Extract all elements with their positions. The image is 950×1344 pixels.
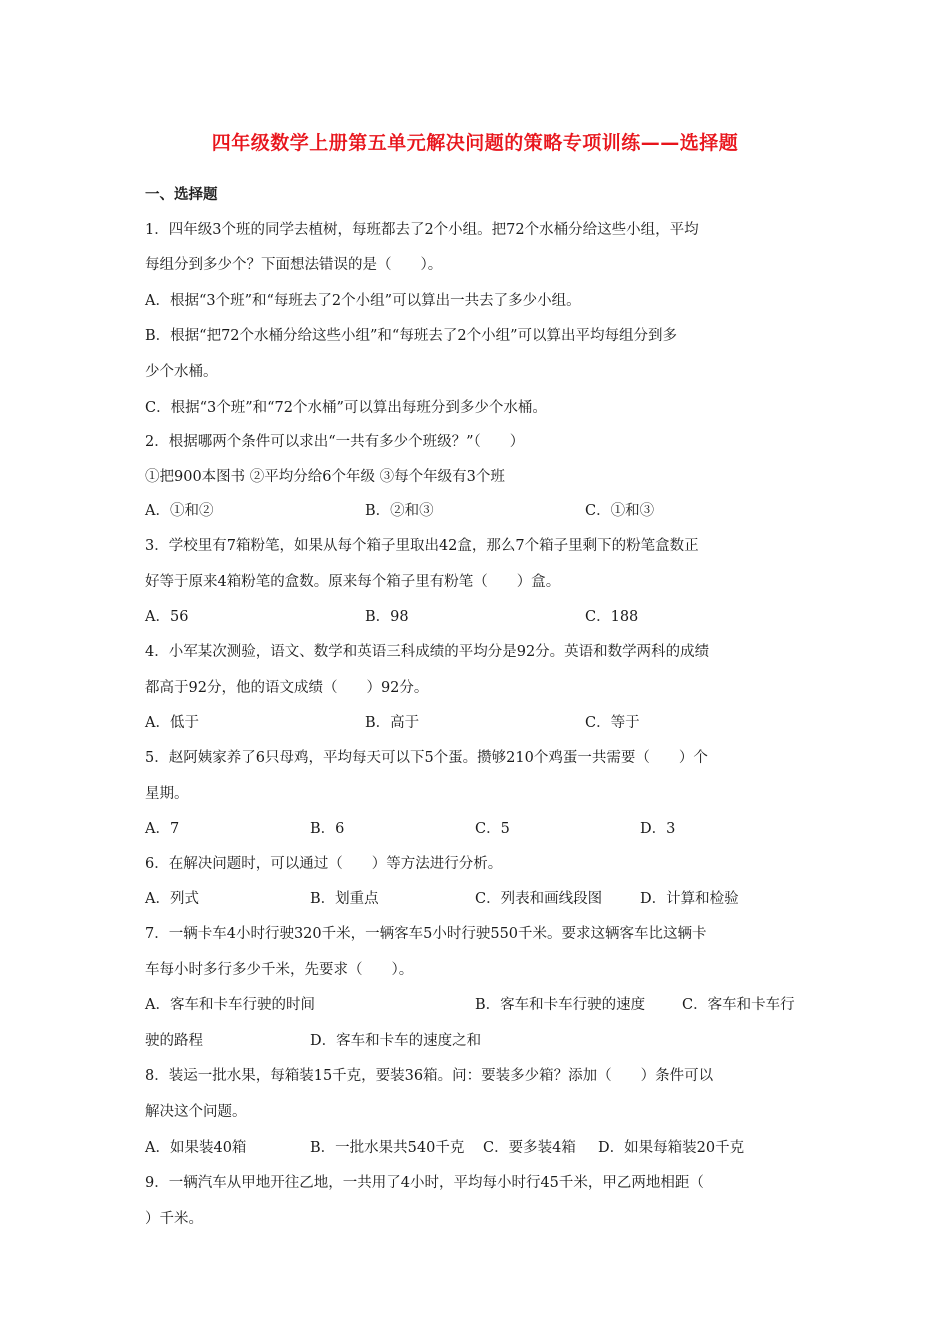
question-8-line-1: 8．装运一批水果，每箱装15千克，要装36箱。问：要装多少箱？添加（ ）条件可以: [145, 1068, 714, 1084]
question-9-line-2: ）千米。: [145, 1211, 203, 1227]
question-6-option-b: B．划重点: [310, 891, 379, 907]
question-6-option-d: D．计算和检验: [640, 891, 739, 907]
document-title: 四年级数学上册第五单元解决问题的策略专项训练——选择题: [211, 132, 739, 154]
question-7-option-c-cont: 驶的路程: [145, 1033, 203, 1049]
question-6-line-1: 6．在解决问题时，可以通过（ ）等方法进行分析。: [145, 856, 503, 872]
question-2-line-2: ①把900本图书 ②平均分给6个年级 ③每个年级有3个班: [145, 469, 505, 485]
question-5-option-a: A．7: [145, 821, 180, 837]
question-6-option-c: C．列表和画线段图: [475, 891, 603, 907]
question-2-line-1: 2．根据哪两个条件可以求出“一共有多少个班级？”（ ）: [145, 434, 525, 450]
question-4-option-b: B．高于: [365, 715, 420, 731]
question-5-option-d: D．3: [640, 821, 676, 837]
question-3-line-2: 好等于原来4箱粉笔的盒数。原来每个箱子里有粉笔（ ）盒。: [145, 574, 561, 590]
question-7-option-d: D．客车和卡车的速度之和: [310, 1033, 482, 1049]
question-7-line-2: 车每小时多行多少千米，先要求（ ）。: [145, 962, 414, 978]
question-2-option-c: C．①和③: [585, 503, 655, 519]
question-3-line-1: 3．学校里有7箱粉笔，如果从每个箱子里取出42盒，那么7个箱子里剩下的粉笔盒数正: [145, 538, 699, 554]
question-7-option-a: A．客车和卡车行驶的时间: [145, 997, 315, 1013]
question-1-option-c: C．根据“3个班”和“72个水桶”可以算出每班分到多少个水桶。: [145, 400, 547, 416]
question-1-option-a: A．根据“3个班”和“每班去了2个小组”可以算出一共去了多少小组。: [145, 293, 581, 309]
question-3-option-c: C．188: [585, 609, 639, 625]
question-4-line-1: 4．小军某次测验，语文、数学和英语三科成绩的平均分是92分。英语和数学两科的成绩: [145, 644, 710, 660]
question-7-option-b: B．客车和卡车行驶的速度: [475, 997, 646, 1013]
question-4-line-2: 都高于92分，他的语文成绩（ ）92分。: [145, 680, 429, 696]
question-3-option-b: B．98: [365, 609, 409, 625]
question-4-option-c: C．等于: [585, 715, 640, 731]
question-5-option-c: C．5: [475, 821, 510, 837]
question-8-option-c: C．要多装4箱: [483, 1140, 576, 1156]
question-9-line-1: 9．一辆汽车从甲地开往乙地，一共用了4小时，平均每小时行45千米，甲乙两地相距（: [145, 1175, 704, 1191]
question-1-option-b: B．根据“把72个水桶分给这些小组”和“每班去了2个小组”可以算出平均每组分到多: [145, 328, 677, 344]
question-1-option-b-cont: 少个水桶。: [145, 364, 218, 380]
question-7-option-c: C．客车和卡车行: [682, 997, 795, 1013]
question-8-option-d: D．如果每箱装20千克: [598, 1140, 745, 1156]
question-8-line-2: 解决这个问题。: [145, 1104, 247, 1120]
question-2-option-a: A．①和②: [145, 503, 214, 519]
question-1-line-2: 每组分到多少个？下面想法错误的是（ ）。: [145, 257, 443, 273]
question-5-option-b: B．6: [310, 821, 345, 837]
question-3-option-a: A．56: [145, 609, 189, 625]
question-8-option-a: A．如果装40箱: [145, 1140, 247, 1156]
question-5-line-1: 5．赵阿姨家养了6只母鸡，平均每天可以下5个蛋。攒够210个鸡蛋一共需要（ ）个: [145, 750, 708, 766]
question-1-line-1: 1．四年级3个班的同学去植树，每班都去了2个小组。把72个水桶分给这些小组，平均: [145, 222, 699, 238]
question-8-option-b: B．一批水果共540千克: [310, 1140, 465, 1156]
question-4-option-a: A．低于: [145, 715, 199, 731]
question-2-option-b: B．②和③: [365, 503, 434, 519]
question-6-option-a: A．列式: [145, 891, 199, 907]
question-5-line-2: 星期。: [145, 786, 189, 802]
question-7-line-1: 7．一辆卡车4小时行驶320千米，一辆客车5小时行驶550千米。要求这辆客车比这辆卡: [145, 926, 707, 942]
section-heading: 一、选择题: [145, 187, 218, 203]
